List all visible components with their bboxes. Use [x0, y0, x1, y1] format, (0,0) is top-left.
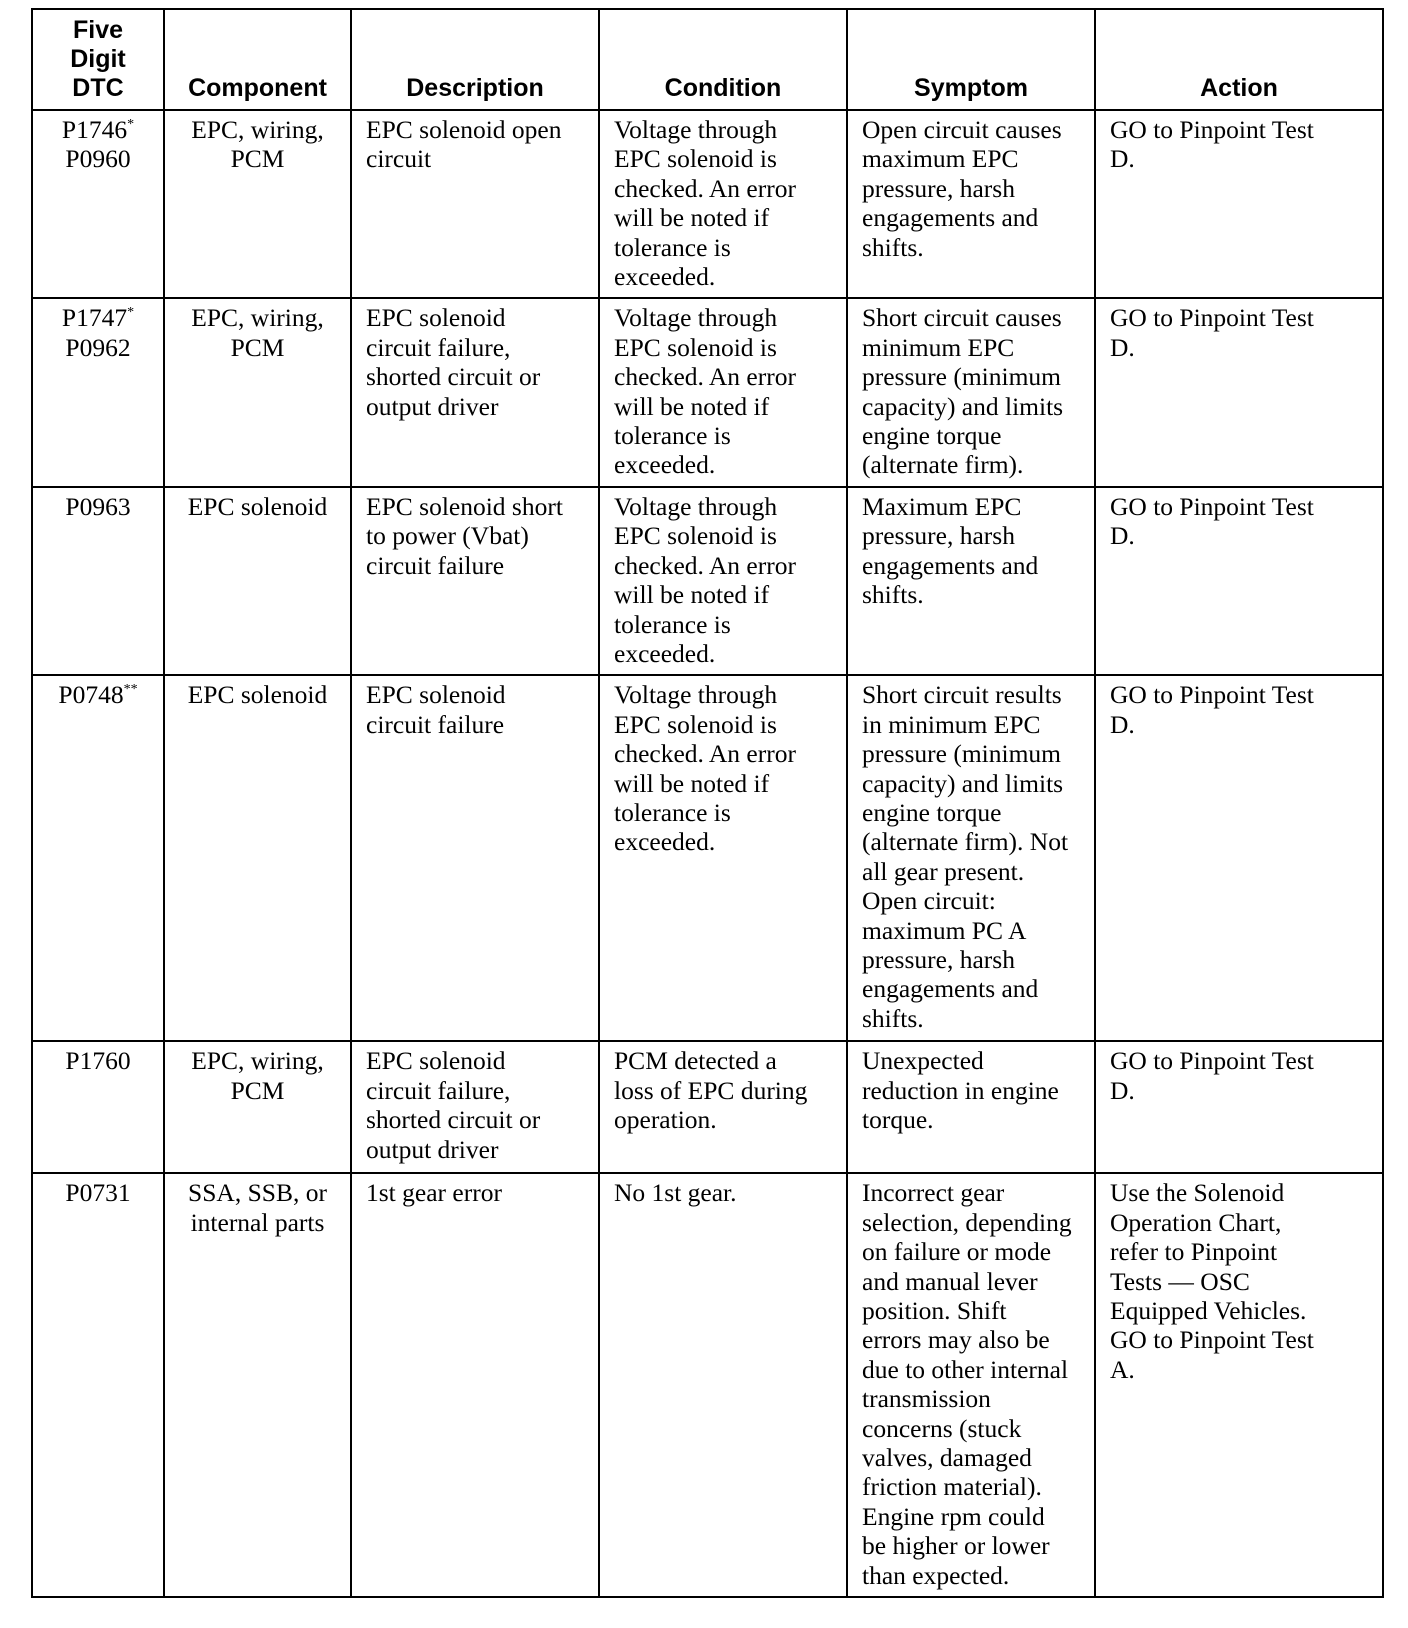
dtc-cell: [32, 110, 164, 298]
action-cell: GO to Pinpoint Test D.: [1095, 487, 1383, 675]
symptom-cell: Short circuit results in minimum EPC pressure (minimum capacity) and limits engine torque (alternate firm). Not all gear present. Open circuit: maximum PC A pressure, harsh engagements and shifts.: [847, 675, 1095, 1041]
dtc-code: P0960: [65, 144, 131, 174]
dtc-code: P0962: [65, 332, 131, 362]
component-cell: EPC solenoid: [164, 487, 351, 675]
description-cell: 1st gear error: [351, 1173, 599, 1597]
dtc-table: [31, 8, 1384, 1598]
symptom-cell: Incorrect gear selection, depending on failure or mode and manual lever position. Shift errors may also be due to other internal transmission concerns (stuck valves, damaged friction material). Engine rpm could be higher or lower than expected.: [847, 1173, 1095, 1597]
action-cell: Use the Solenoid Operation Chart, refer to Pinpoint Tests — OSC Equipped Vehicles. GO to Pinpoint Test A.: [1095, 1173, 1383, 1597]
dtc-cell: [32, 1173, 164, 1597]
condition-cell: Voltage through EPC solenoid is checked. An error will be noted if tolerance is exceeded.: [599, 298, 847, 486]
dtc-cell: [32, 487, 164, 675]
dtc-code: P1746: [61, 115, 128, 144]
table-body: [32, 110, 1383, 1597]
dtc-code: P0963: [65, 491, 131, 521]
header-action: Action: [1095, 9, 1383, 110]
condition-cell: Voltage through EPC solenoid is checked. An error will be noted if tolerance is exceeded.: [599, 487, 847, 675]
dtc-cell: [32, 298, 164, 486]
component-cell: EPC, wiring, PCM: [164, 1041, 351, 1173]
header-condition: Condition: [599, 9, 847, 110]
header-dtc-line-3: DTC: [72, 74, 124, 102]
dtc-cell: [32, 675, 164, 1041]
action-cell: GO to Pinpoint Test D.: [1095, 1041, 1383, 1173]
component-cell: EPC solenoid: [164, 675, 351, 1041]
table-row: [32, 675, 1383, 1041]
table-row: [32, 487, 1383, 675]
dtc-footnote-mark: *: [127, 305, 135, 321]
dtc-code: P1747: [61, 303, 128, 333]
header-component: Component: [164, 9, 351, 110]
description-cell: EPC solenoid circuit failure, shorted circuit or output driver: [351, 1041, 599, 1173]
symptom-cell: Unexpected reduction in engine torque.: [847, 1041, 1095, 1173]
header-row: [32, 9, 1383, 110]
condition-cell: Voltage through EPC solenoid is checked. An error will be noted if tolerance is exceeded.: [599, 110, 847, 298]
table-row: [32, 1173, 1383, 1597]
header-symptom: Symptom: [847, 9, 1095, 110]
symptom-cell: Maximum EPC pressure, harsh engagements and shifts.: [847, 487, 1095, 675]
dtc-code: P1760: [65, 1046, 131, 1076]
action-cell: GO to Pinpoint Test D.: [1095, 110, 1383, 298]
action-cell: GO to Pinpoint Test D.: [1095, 675, 1383, 1041]
dtc-cell: [32, 1041, 164, 1173]
header-dtc-line-2: Digit: [70, 45, 126, 73]
table-header: [32, 9, 1383, 110]
dtc-code: P0731: [65, 1178, 131, 1208]
dtc-code: P0748: [58, 680, 124, 710]
symptom-cell: Open circuit causes maximum EPC pressure, harsh engagements and shifts.: [847, 110, 1095, 298]
header-dtc: [32, 9, 164, 110]
description-cell: EPC solenoid circuit failure, shorted circuit or output driver: [351, 298, 599, 486]
condition-cell: Voltage through EPC solenoid is checked. An error will be noted if tolerance is exceeded.: [599, 675, 847, 1041]
header-description: Description: [351, 9, 599, 110]
action-cell: GO to Pinpoint Test D.: [1095, 298, 1383, 486]
symptom-cell: Short circuit causes minimum EPC pressure (minimum capacity) and limits engine torque (alternate firm).: [847, 298, 1095, 486]
table-row: [32, 1041, 1383, 1173]
dtc-footnote-mark: *: [127, 117, 135, 132]
dtc-footnote-mark: **: [123, 682, 138, 698]
description-cell: EPC solenoid short to power (Vbat) circuit failure: [351, 487, 599, 675]
description-cell: EPC solenoid circuit failure: [351, 675, 599, 1041]
table-row: [32, 110, 1383, 298]
table-row: [32, 298, 1383, 486]
description-cell: EPC solenoid open circuit: [351, 110, 599, 298]
component-cell: EPC, wiring, PCM: [164, 110, 351, 298]
component-cell: SSA, SSB, or internal parts: [164, 1173, 351, 1597]
condition-cell: No 1st gear.: [599, 1173, 847, 1597]
condition-cell: PCM detected a loss of EPC during operation.: [599, 1041, 847, 1173]
component-cell: EPC, wiring, PCM: [164, 298, 351, 486]
header-dtc-line-1: Five: [72, 16, 124, 44]
